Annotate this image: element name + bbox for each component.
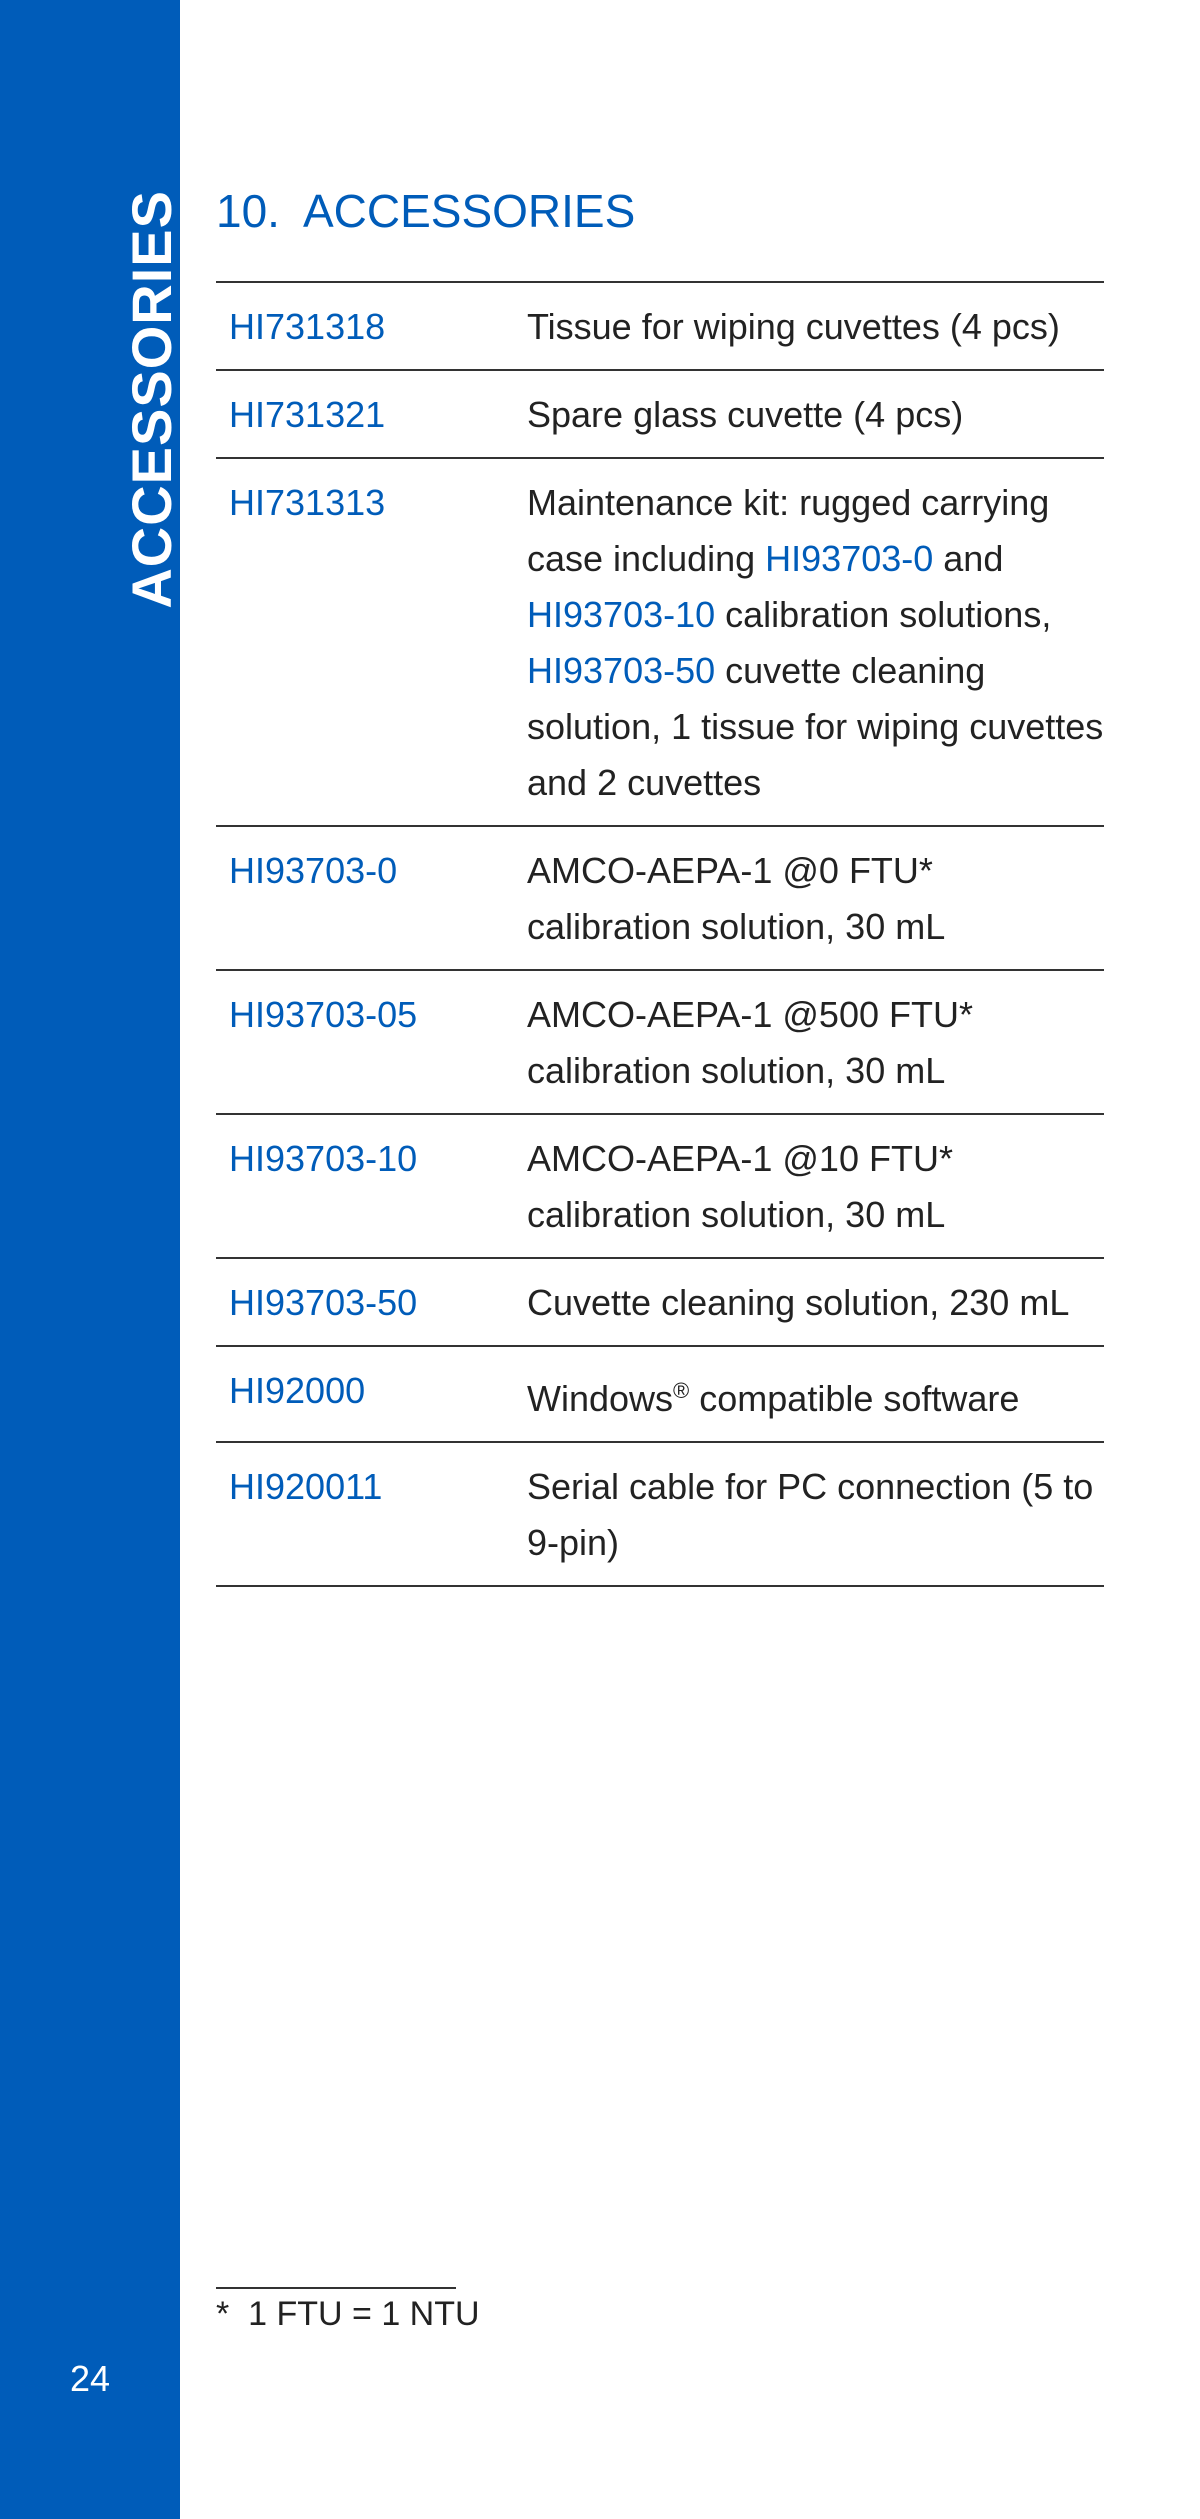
- table-row: [216, 283, 1104, 371]
- footnote-divider: [216, 2287, 456, 2289]
- description-text: calibration solutions,: [715, 594, 1052, 635]
- product-code: HI92000: [229, 1370, 366, 1411]
- product-description: AMCO-AEPA-1 @10 FTU* calibration solution, 30 mL: [527, 1138, 953, 1235]
- product-description: Spare glass cuvette (4 pcs): [527, 394, 964, 435]
- table-row: [216, 1259, 1104, 1347]
- product-description: AMCO-AEPA-1 @500 FTU* calibration solution, 30 mL: [527, 994, 973, 1091]
- sidebar: [0, 0, 183, 2519]
- product-description: [527, 475, 1104, 811]
- description-text: Windows: [527, 1378, 674, 1419]
- product-code: HI93703-10: [229, 1138, 418, 1179]
- description-text: compatible software: [689, 1378, 1020, 1419]
- product-code: HI731313: [229, 482, 386, 523]
- registered-mark: ®: [673, 1378, 690, 1403]
- product-code-reference: HI93703-0: [765, 538, 934, 579]
- product-code-reference: HI93703-50: [527, 650, 716, 691]
- description-text: and: [933, 538, 1004, 579]
- table-row: [216, 1115, 1104, 1259]
- page-title: 10. ACCESSORIES: [216, 185, 636, 237]
- table-row: [216, 1347, 1104, 1443]
- table-row: [216, 971, 1104, 1115]
- product-code: HI93703-50: [229, 1282, 418, 1323]
- table-row: [216, 371, 1104, 459]
- product-description: Cuvette cleaning solution, 230 mL: [527, 1282, 1070, 1323]
- description-text: Maintenance kit: rugged carrying case including: [527, 482, 1050, 579]
- table-row: [216, 827, 1104, 971]
- product-code: HI93703-0: [229, 850, 398, 891]
- table-row: [216, 1443, 1104, 1587]
- page-number: 24: [69, 2358, 111, 2399]
- product-code: HI731318: [229, 306, 386, 347]
- product-code-reference: HI93703-10: [527, 594, 716, 635]
- product-description: Serial cable for PC connection (5 to 9-pin): [527, 1466, 1094, 1563]
- accessories-table: [216, 281, 1104, 1587]
- product-code: HI731321: [229, 394, 386, 435]
- product-description: AMCO-AEPA-1 @0 FTU* calibration solution, 30 mL: [527, 850, 946, 947]
- product-code: HI920011: [229, 1466, 383, 1507]
- product-code: HI93703-05: [229, 994, 418, 1035]
- table-row: [216, 459, 1104, 827]
- product-description: Tissue for wiping cuvettes (4 pcs): [527, 306, 1060, 347]
- footnote: * 1 FTU = 1 NTU: [216, 2295, 480, 2333]
- description-text: cuvette cleaning solution, 1 tissue for wiping cuvettes and 2 cuvettes: [527, 650, 1104, 803]
- section-tab-title: ACCESSORIES: [120, 190, 183, 609]
- product-description: [527, 1363, 1104, 1427]
